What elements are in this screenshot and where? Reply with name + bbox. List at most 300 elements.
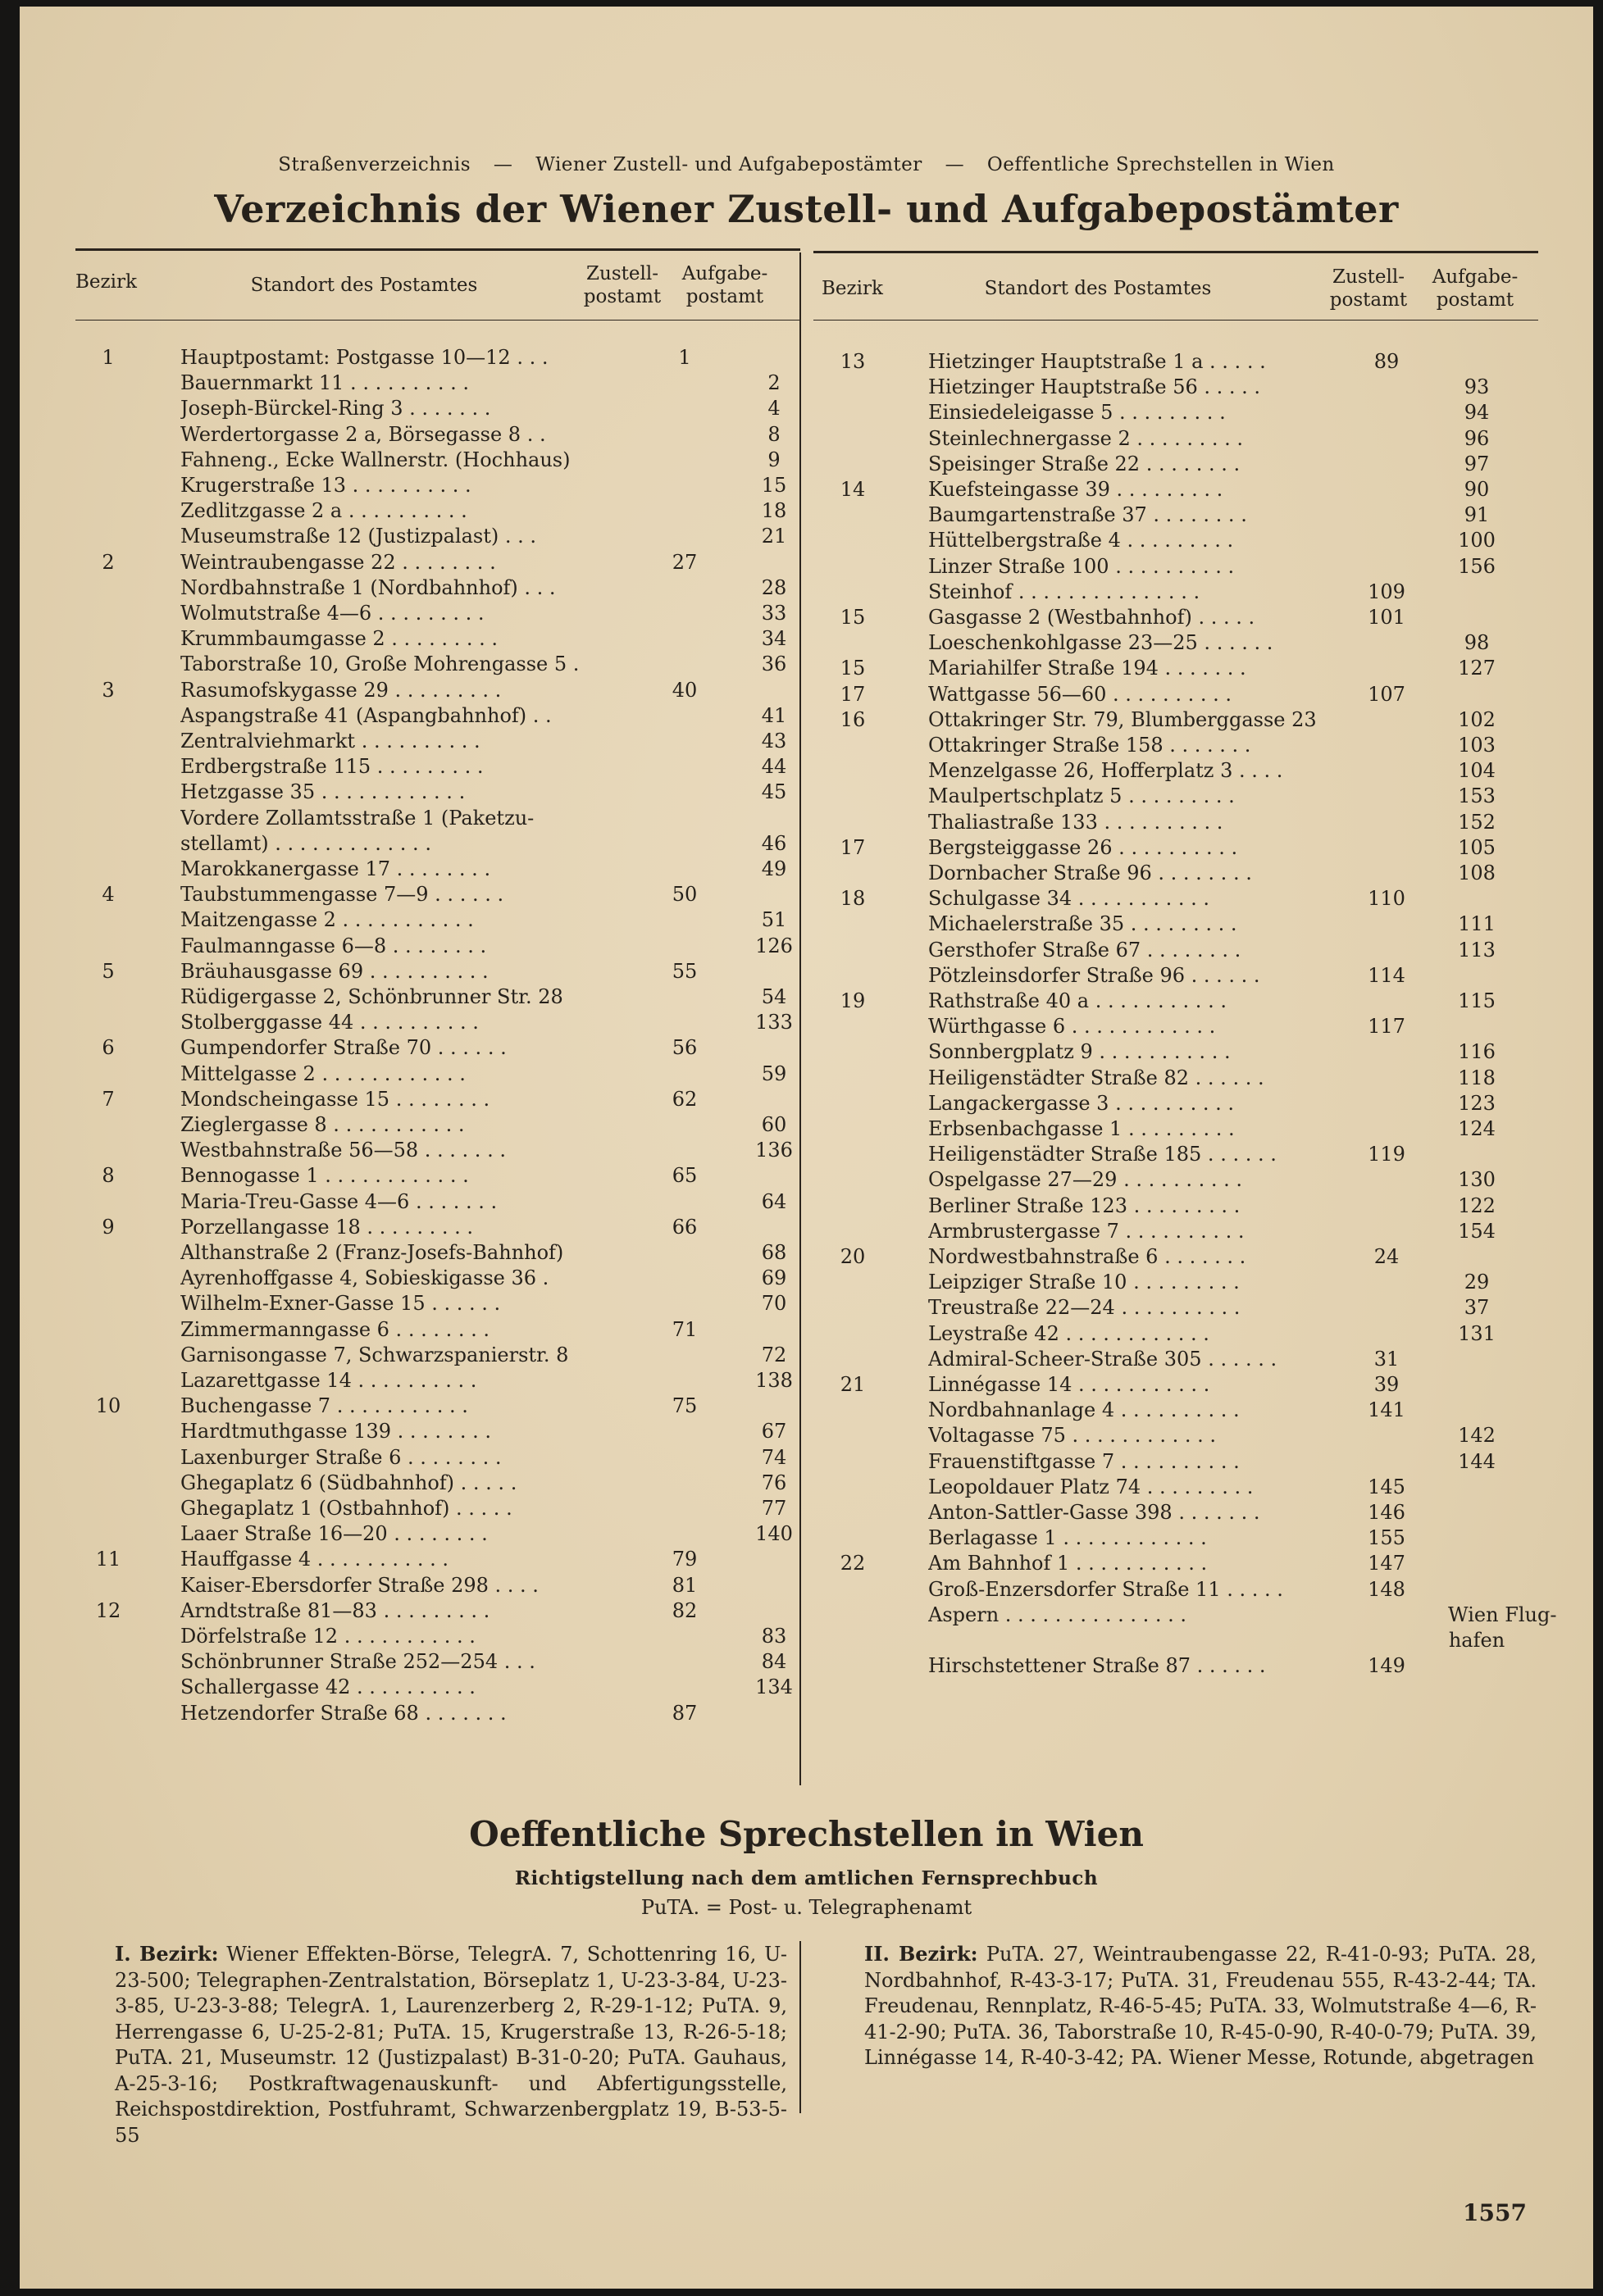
standort-cell: Admiral-Scheer-Straße 305 . . . . . . [928,1347,1277,1371]
aufgabe-cell: 156 [1458,554,1496,578]
table-row [84,1138,813,1162]
table-row [828,426,1558,451]
header-part: Straßenverzeichnis [278,154,471,175]
standort-cell: Mittelgasse 2 . . . . . . . . . . . . [180,1062,466,1085]
bezirk-cell: 9 [102,1215,115,1239]
aufgabe-cell: 72 [761,1343,787,1366]
table-row [828,1475,1558,1499]
table-row [84,1189,813,1214]
table-row [828,886,1558,911]
standort-cell: Bergsteiggasse 26 . . . . . . . . . . [928,835,1238,859]
standort-cell: Anton-Sattler-Gasse 398 . . . . . . . [928,1501,1260,1524]
table-row [828,1142,1558,1166]
paragraph-text: Wiener Effekten-Börse, TelegrA. 7, Schottenring 16, U-23-500; Telegraphen-Zentralstation, Börseplatz 1, U-23-3-84, U-23-3-85, U-23-3-88; TelegrA. 1, Laurenzerberg 2, R-29-1-12; PuTA. 9, Herrengasse 6, U-25-2-81; PuTA. 15, Krugerstraße 13, R-26-5-18; PuTA. 21, Museumstr. 12 (Justizpalast) B-31-0-20; PuTA. Gauhaus, A-25-3-16; Postkraftwagenauskunft- und Abfertigungsstelle, Reichspostdirektion, Postfuhramt, Schwarzenbergplatz 19, B-53-5-55 [115,1943,787,2147]
zustell-cell: 31 [1373,1347,1400,1371]
aufgabe-cell: 127 [1458,657,1496,680]
aufgabe-cell: 4 [767,397,781,421]
standort-cell: Pötzleinsdorfer Straße 96 . . . . . . [928,963,1260,987]
aufgabe-cell: 111 [1458,912,1496,936]
table-row [828,1270,1558,1294]
bezirk-cell: 14 [840,478,866,501]
zustell-cell: 50 [672,883,698,907]
table-row [828,1066,1558,1090]
bezirk-cell: 15 [840,657,866,680]
table-row [84,652,813,676]
standort-cell: Krugerstraße 13 . . . . . . . . . . [180,474,471,497]
table-row [84,1573,813,1598]
table-top-rule-left [75,248,800,251]
table-row [84,780,813,804]
bezirk-1-paragraph [115,1941,787,2148]
standort-cell: Leopoldauer Platz 74 . . . . . . . . . [928,1475,1254,1498]
aufgabe-cell: 64 [761,1189,787,1213]
aufgabe-cell: 103 [1458,734,1496,757]
aufgabe-cell: 154 [1458,1219,1496,1243]
table-row [828,1449,1558,1474]
table-row [828,810,1558,834]
hdr-line: postamt [685,286,764,307]
paragraph-label: I. Bezirk: [115,1942,219,1966]
standort-cell: Rasumofskygasse 29 . . . . . . . . . [180,678,502,702]
table-row [84,1240,813,1265]
aufgabe-cell: 2 [767,371,781,395]
table-row [828,1167,1558,1192]
table-row [84,524,813,548]
zustell-cell: 141 [1368,1398,1405,1422]
aufgabe-cell: 118 [1458,1066,1496,1089]
standort-cell: Linnégasse 14 . . . . . . . . . . . [928,1373,1210,1396]
standort-cell: Westbahnstraße 56—58 . . . . . . . [180,1139,506,1162]
standort-cell: Armbrustergasse 7 . . . . . . . . . . [928,1219,1245,1243]
aufgabe-cell: 34 [761,627,787,651]
standort-cell: Heiligenstädter Straße 185 . . . . . . [928,1143,1277,1166]
zustell-cell: 119 [1368,1143,1405,1166]
standort-cell: Joseph-Bürckel-Ring 3 . . . . . . . [180,397,491,421]
standort-cell: Erbsenbachgasse 1 . . . . . . . . . [928,1117,1235,1140]
hdr-line: Zustell- [1332,266,1405,288]
standort-cell: Baumgartenstraße 37 . . . . . . . . [928,503,1247,527]
table-row [828,861,1558,885]
table-row [828,528,1558,552]
standort-cell: Einsiedeleigasse 5 . . . . . . . . . [928,401,1226,425]
table-row [828,1525,1558,1550]
standort-cell: Ottakringer Str. 79, Blumberggasse 23 [928,707,1317,731]
zustell-cell: 148 [1368,1577,1405,1601]
standort-cell: Buchengasse 7 . . . . . . . . . . . [180,1394,468,1418]
table-row [828,682,1558,707]
table-row [828,656,1558,680]
zustell-cell: 149 [1368,1654,1405,1678]
aufgabe-cell: 8 [767,422,781,446]
standort-cell: Treustraße 22—24 . . . . . . . . . . [928,1296,1241,1320]
standort-cell: Weintraubengasse 22 . . . . . . . . [180,550,496,574]
aufgabe-cell: 97 [1464,452,1490,475]
table-row [84,498,813,523]
zustell-cell: 66 [672,1215,698,1239]
table-row [84,934,813,958]
table-row [84,703,813,728]
aufgabe-cell: 133 [755,1011,793,1034]
table-row [828,349,1558,374]
zustell-cell: 101 [1368,606,1405,629]
zustell-cell: 145 [1368,1475,1405,1498]
zustell-cell: 55 [672,959,698,983]
aufgabe-cell: 96 [1464,426,1490,450]
right-header-zustell [1323,266,1414,311]
table-row [828,1116,1558,1141]
standort-cell: Krummbaumgasse 2 . . . . . . . . . [180,627,498,651]
standort-cell: Maria-Treu-Gasse 4—6 . . . . . . . [180,1189,498,1213]
table-row [84,422,813,447]
standort-cell: Loeschenkohlgasse 23—25 . . . . . . [928,631,1273,655]
aufgabe-cell: 77 [761,1497,787,1520]
bezirk-cell: 13 [840,350,866,373]
table-row [84,959,813,984]
left-header-zustell [577,262,667,308]
aufgabe-cell: 152 [1458,810,1496,834]
hdr-line: Zustell- [586,263,658,284]
standort-cell: Hietzinger Hauptstraße 1 a . . . . . [928,350,1266,373]
standort-cell: Schulgasse 34 . . . . . . . . . . . [928,887,1209,911]
aufgabe-cell: 36 [761,652,787,676]
standort-cell: Sonnbergplatz 9 . . . . . . . . . . . [928,1040,1231,1064]
aufgabe-cell: 29 [1464,1271,1490,1294]
standort-cell: Nordwestbahnstraße 6 . . . . . . . [928,1245,1246,1268]
zustell-cell: 79 [672,1548,698,1571]
table-row [84,1598,813,1623]
table-row [828,784,1558,808]
bezirk-cell: 19 [840,989,866,1012]
standort-cell: Mariahilfer Straße 194 . . . . . . . [928,657,1246,680]
bezirk-cell: 15 [840,606,866,629]
table-row [828,605,1558,630]
header-dash: — [493,154,513,175]
table-row [828,1398,1558,1422]
section-subtitle: Richtigstellung nach dem amtlichen Fernsprechbuch [514,1867,1099,1889]
bezirk-cell: 2 [102,550,115,574]
table-row [84,575,813,600]
table-row [84,857,813,881]
aufgabe-cell: 43 [761,730,787,752]
table-row [828,1551,1558,1575]
aufgabe-cell: 28 [761,575,787,599]
bezirk-cell: 10 [95,1394,121,1418]
table-row [828,1014,1558,1039]
zustell-cell: 81 [672,1573,698,1597]
standort-cell: Ottakringer Straße 158 . . . . . . . [928,734,1251,757]
table-row [84,1035,813,1060]
aufgabe-cell: 33 [761,602,787,625]
zustell-cell: 62 [672,1087,698,1111]
table-row [828,630,1558,655]
table-row [84,1701,813,1725]
bezirk-cell: 18 [840,887,866,911]
table-row [84,1496,813,1521]
standort-cell: Am Bahnhof 1 . . . . . . . . . . . [928,1552,1208,1575]
zustell-cell: 110 [1368,887,1405,911]
page [20,7,1593,2289]
aufgabe-cell: 21 [761,525,787,548]
aufgabe-cell: 15 [761,474,787,497]
standort-cell: Fahneng., Ecke Wallnerstr. (Hochhaus) [180,448,571,471]
standort-cell: stellamt) . . . . . . . . . . . . . [180,831,431,855]
table-row [84,396,813,421]
aufgabe-cell: 124 [1458,1117,1496,1140]
standort-cell: Berlagasse 1 . . . . . . . . . . . . [928,1526,1207,1550]
table-row [84,1062,813,1086]
standort-cell: Steinhof . . . . . . . . . . . . . . . [928,580,1200,603]
bezirk-cell: 7 [102,1087,115,1111]
bezirk-cell: 5 [102,959,115,983]
standort-cell: Museumstraße 12 (Justizpalast) . . . [180,525,537,548]
aufgabe-cell: 93 [1464,375,1490,399]
table-row [84,371,813,395]
table-row [828,835,1558,860]
standort-cell: Michaelerstraße 35 . . . . . . . . . [928,912,1237,936]
aufgabe-cell: 45 [761,780,787,804]
aufgabe-cell: 102 [1458,707,1496,731]
standort-cell: Schönbrunner Straße 252—254 . . . [180,1650,535,1674]
table-row [84,678,813,702]
aufgabe-cell: 144 [1458,1449,1496,1473]
standort-cell: Rüdigergasse 2, Schönbrunner Str. 28 [180,985,563,1008]
aufgabe-cell: 142 [1458,1424,1496,1448]
standort-cell: Würthgasse 6 . . . . . . . . . . . . [928,1015,1216,1039]
zustell-cell: 40 [672,678,698,702]
aufgabe-cell: 46 [761,831,787,855]
hdr-line: postamt [1329,289,1408,311]
header-bottom-rule-left [75,320,800,321]
standort-cell: Hetzendorfer Straße 68 . . . . . . . [180,1701,507,1725]
standort-cell: Nordbahnanlage 4 . . . . . . . . . . [928,1398,1240,1422]
standort-cell: Kaiser-Ebersdorfer Straße 298 . . . . [180,1573,539,1597]
table-row [828,1500,1558,1525]
aufgabe-cell: 70 [761,1292,787,1316]
table-row [84,1343,813,1367]
aufgabe-cell: 18 [761,499,787,523]
table-row [84,1624,813,1648]
table-row [84,448,813,472]
standort-cell: Laaer Straße 16—20 . . . . . . . . [180,1522,488,1546]
aufgabe-cell: 37 [1464,1296,1490,1320]
aufgabe-cell: 51 [761,908,787,932]
table-row [84,1394,813,1418]
standort-cell: Porzellangasse 18 . . . . . . . . . [180,1215,474,1239]
table-row [828,1219,1558,1243]
zustell-cell: 89 [1373,350,1400,373]
zustell-cell: 65 [672,1164,698,1188]
aufgabe-cell: 105 [1458,835,1496,859]
zustell-cell: 82 [672,1598,698,1622]
table-row [84,831,813,856]
standort-cell: Arndtstraße 81—83 . . . . . . . . . [180,1598,490,1622]
standort-cell: Voltagasse 75 . . . . . . . . . . . . [928,1424,1216,1448]
aufgabe-cell: 104 [1458,759,1496,783]
table-row [828,580,1558,604]
zustell-cell: 114 [1368,963,1405,987]
standort-cell: Leystraße 42 . . . . . . . . . . . . [928,1321,1209,1345]
standort-cell: Aspangstraße 41 (Aspangbahnhof) . . [180,703,552,727]
standort-cell: Hüttelbergstraße 4 . . . . . . . . . [928,529,1234,552]
bezirk-cell: 8 [102,1164,115,1188]
standort-cell: Schallergasse 42 . . . . . . . . . . [180,1675,476,1699]
bezirk-2-paragraph [864,1941,1537,2071]
table-row [828,733,1558,757]
table-row [828,1244,1558,1269]
table-row [84,1419,813,1444]
aufgabe-cell: 94 [1464,401,1490,425]
table-row [828,452,1558,476]
table-row [84,1317,813,1342]
section2-divider [799,1941,801,2113]
table-row [828,1603,1558,1627]
page-title: Verzeichnis der Wiener Zustell- und Aufgabepostämter [214,187,1399,231]
table-row [84,1649,813,1674]
standort-cell: Ayrenhoffgasse 4, Sobieskigasse 36 . [180,1266,549,1290]
aufgabe-cell: 108 [1458,862,1496,884]
abbreviation-note: PuTA. = Post- u. Telegraphenamt [640,1896,972,1919]
standort-cell: Kuefsteingasse 39 . . . . . . . . . [928,478,1223,501]
aufgabe-cell: 91 [1464,503,1490,527]
standort-cell: Bauernmarkt 11 . . . . . . . . . . [180,371,470,395]
bezirk-cell: 22 [840,1552,866,1575]
aufgabe-cell: 122 [1458,1193,1496,1217]
standort-cell: Heiligenstädter Straße 82 . . . . . . [928,1066,1264,1089]
table-top-rule-right [813,251,1538,253]
standort-cell: Laxenburger Straße 6 . . . . . . . . [180,1445,502,1469]
running-header [20,154,1593,175]
table-row [84,1112,813,1137]
bezirk-cell: 11 [95,1548,121,1571]
standort-cell: Wolmutstraße 4—6 . . . . . . . . . [180,602,485,625]
aufgabe-cell: 98 [1464,631,1490,655]
zustell-cell: 155 [1368,1526,1405,1550]
table-row [84,1291,813,1316]
table-row [84,984,813,1009]
table-row [84,729,813,753]
right-header-bezirk: Bezirk [822,278,883,299]
table-row [828,963,1558,988]
standort-cell: Ghegaplatz 6 (Südbahnhof) . . . . . [180,1471,517,1494]
table-row [84,1010,813,1034]
table-row [84,550,813,575]
aufgabe-cell: 153 [1458,784,1496,808]
aufgabe-cell: 130 [1458,1168,1496,1192]
standort-cell: Dörfelstraße 12 . . . . . . . . . . . [180,1625,476,1648]
standort-cell: Berliner Straße 123 . . . . . . . . . [928,1193,1241,1217]
standort-cell: Hetzgasse 35 . . . . . . . . . . . . [180,780,466,804]
standort-cell: Maitzengasse 2 . . . . . . . . . . . [180,908,474,932]
zustell-cell: 109 [1368,580,1405,603]
table-row [828,1193,1558,1218]
aufgabe-cell: 113 [1458,938,1496,962]
aufgabe-cell: 41 [761,703,787,727]
aufgabe-cell: 54 [761,985,787,1008]
standort-cell: Aspern . . . . . . . . . . . . . . . [928,1603,1187,1626]
standort-cell: Taubstummengasse 7—9 . . . . . . [180,883,504,907]
standort-cell: Groß-Enzersdorfer Straße 11 . . . . . [928,1577,1283,1601]
standort-cell: Wilhelm-Exner-Gasse 15 . . . . . . [180,1292,501,1316]
table-row [84,882,813,907]
aufgabe-cell: 49 [761,857,787,880]
table-row [828,375,1558,399]
standort-cell: Lazarettgasse 14 . . . . . . . . . . [180,1369,477,1392]
aufgabe-cell: 67 [761,1420,787,1444]
standort-cell: Taborstraße 10, Große Mohrengasse 5 . [180,652,580,676]
standort-cell: Hardtmuthgasse 139 . . . . . . . . [180,1420,492,1444]
aufgabe-cell: 134 [755,1675,793,1699]
standort-cell: Menzelgasse 26, Hofferplatz 3 . . . . [928,759,1283,783]
table-row [84,1163,813,1188]
table-row [828,1372,1558,1397]
bezirk-cell: 17 [840,835,866,859]
table-row [828,989,1558,1013]
bezirk-cell: 1 [102,346,115,369]
bezirk-cell: 20 [840,1245,866,1268]
section-title: Oeffentliche Sprechstellen in Wien [469,1814,1144,1854]
table-row [84,806,813,830]
table-row [828,912,1558,936]
paragraph-label: II. Bezirk: [864,1942,978,1966]
zustell-cell: 71 [672,1317,698,1341]
hdr-line: postamt [583,286,662,307]
standort-cell: Hirschstettener Straße 87 . . . . . . [928,1654,1266,1678]
standort-cell: Leipziger Straße 10 . . . . . . . . . [928,1271,1240,1294]
standort-cell: Zedlitzgasse 2 a . . . . . . . . . . [180,499,467,523]
table-row [828,758,1558,783]
table-row [84,345,813,370]
standort-cell: Wattgasse 56—60 . . . . . . . . . . [928,682,1232,706]
standort-cell: Hauptpostamt: Postgasse 10—12 . . . [180,346,549,369]
aufgabe-cell: 68 [761,1241,787,1264]
aufgabe-cell: 140 [755,1522,793,1546]
hdr-line: Aufgabe- [681,263,768,284]
standort-cell: Steinlechnergasse 2 . . . . . . . . . [928,426,1244,450]
aufgabe-cell: 83 [761,1625,787,1648]
standort-cell: Rathstraße 40 a . . . . . . . . . . . [928,989,1227,1012]
standort-cell: Zimmermanngasse 6 . . . . . . . . [180,1317,490,1341]
aufgabe-cell: 44 [761,755,787,779]
aufgabe-cell: 136 [755,1139,793,1162]
bezirk-cell: 12 [95,1598,121,1622]
table-row [828,502,1558,527]
standort-cell: Zentralviehmarkt . . . . . . . . . . [180,730,480,752]
hdr-line: Aufgabe- [1432,266,1519,288]
paragraph-text: PuTA. 27, Weintraubengasse 22, R-41-0-93; PuTA. 28, Nordbahnhof, R-43-3-17; PuTA. 31, Freudenau 555, R-43-2-44; TA. Freudenau, Rennplatz, R-46-5-45; PuTA. 33, Wolmutstraße 4—6, R-41-2-90; PuTA. 36, Taborstraße 10, R-45-0-90, R-40-0-79; PuTA. 39, Linnégasse 14, R-40-3-42; PA. Wiener Messe, Rotunde, abgetragen [864,1943,1537,2069]
aufgabe-cell: 76 [761,1471,787,1494]
standort-cell: Ghegaplatz 1 (Ostbahnhof) . . . . . [180,1497,512,1520]
standort-cell: Thaliastraße 133 . . . . . . . . . . [928,810,1223,834]
standort-cell: Nordbahnstraße 1 (Nordbahnhof) . . . [180,575,556,599]
aufgabe-cell: 100 [1458,529,1496,552]
standort-cell: Faulmanngasse 6—8 . . . . . . . . [180,934,487,957]
standort-cell: Bräuhausgasse 69 . . . . . . . . . . [180,959,489,983]
table-row [828,1577,1558,1602]
standort-cell: Hauffgasse 4 . . . . . . . . . . . [180,1548,449,1571]
table-row [84,1445,813,1470]
table-row [84,1547,813,1571]
zustell-cell: 24 [1373,1245,1400,1268]
table-row [828,477,1558,502]
right-header-standort: Standort des Postamtes [984,278,1212,299]
aufgabe-cell: 90 [1464,478,1490,501]
table-row [828,938,1558,962]
zustell-cell: 27 [672,550,698,574]
table-row [84,907,813,932]
aufgabe-cell: 74 [761,1445,787,1469]
aufgabe-cell: 123 [1458,1091,1496,1115]
table-row [828,1039,1558,1064]
